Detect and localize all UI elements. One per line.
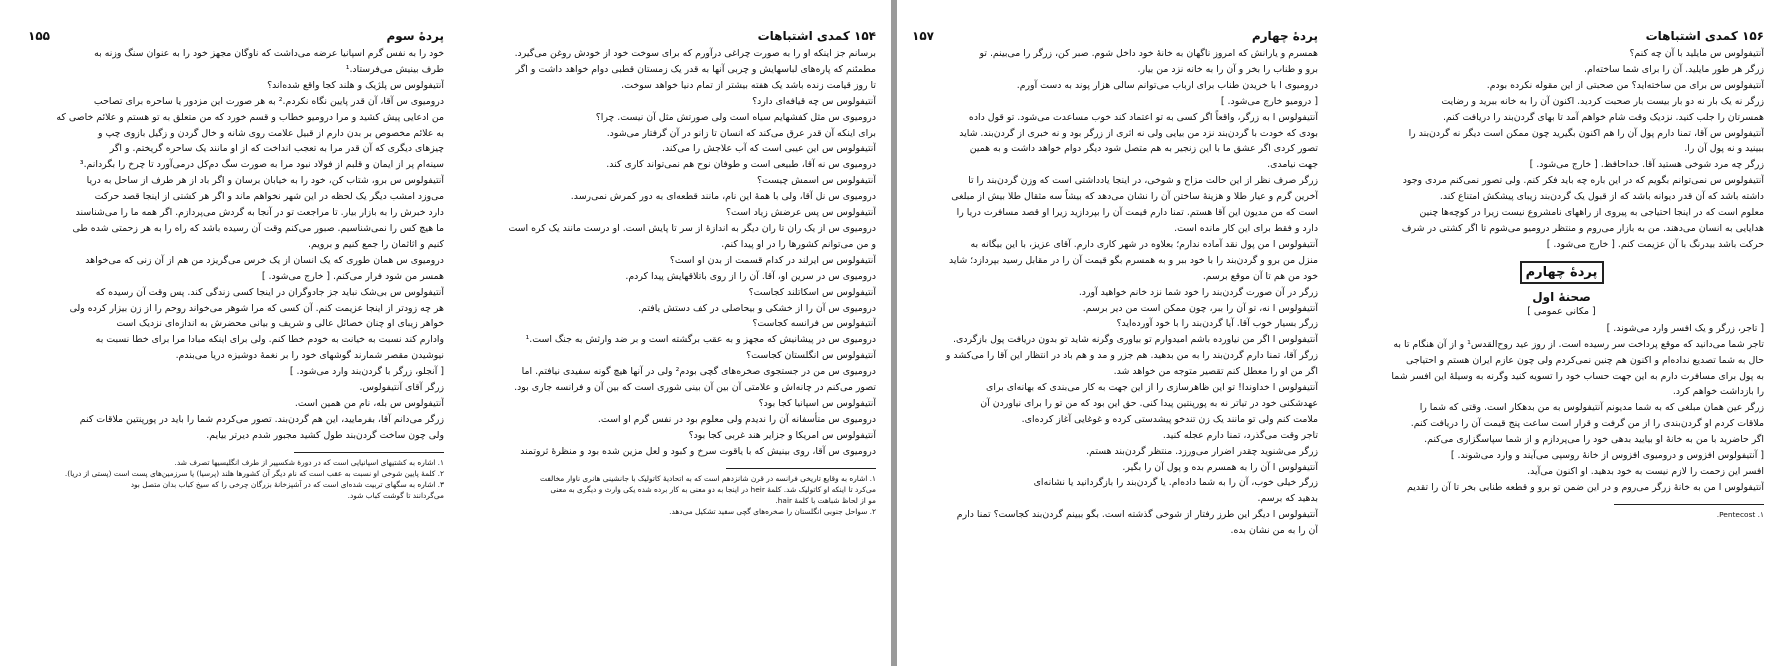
text-line: را بازداشت خواهم کرد. xyxy=(1672,386,1764,398)
text-line: درومیوی س آن را از خشکی و بیحاصلی در کف دستش یافتم. xyxy=(638,302,876,314)
text-line: آنتیفولوس س امریکا و جزایر هند غربی کجا بود؟ xyxy=(688,429,876,441)
text-line: به پول برای مسافرت دارم به این جهت حساب خود را تسویه کنید وگرنه به وسیلهٔ این افسر شما xyxy=(1391,370,1764,382)
running-head: ۱۵۶ کمدی اشتباهات xyxy=(1645,29,1764,43)
text-line: افسر این زحمت را لازم نیست به خود بدهید. او اکنون می‌آید. xyxy=(1527,465,1764,477)
text-line: آنتیفولوس ا آن را به همسرم بده و پول آن را بگیر. xyxy=(1122,461,1318,473)
text-line: اگر حاضرید با من به خانهٔ او بیایید بدهی خود را می‌پردازم و از شما سپاسگزاری می‌کنم. xyxy=(1424,434,1764,446)
text-line: منزل من برو و گردن‌بند را با خود ببر و به همسرم بگو قیمت آن را در مقابل رسید بپردازد؛ شاید xyxy=(948,254,1318,266)
page-body xyxy=(462,46,876,460)
text-line: تا روز قیامت زنده باشد یک هفته بیشتر از تمام دنیا خواهد سوخت. xyxy=(621,79,876,91)
stage-direction: [ درومیو خارج می‌شود. ] xyxy=(1220,95,1318,107)
footnotes xyxy=(1359,509,1764,520)
text-line: ببینید و نه پول آن را. xyxy=(1684,143,1764,155)
text-line: آنتیفولوس ا من پول نقد آماده ندارم؛ بعلاوه در شهر کاری دارم. آقای عزیز، با این بیگانه به xyxy=(970,238,1318,250)
page-body-continued xyxy=(1359,321,1764,496)
text-line: آنتیفولوس س این عیبی است که آب علاجش را می‌کند. xyxy=(662,143,876,155)
text-line: زرگر هر طور مایلید. آن را برای شما ساخته‌ام. xyxy=(1583,63,1764,75)
text-line: آنتیفولوس س اسمش چیست؟ xyxy=(757,175,876,187)
act-title-box: پردهٔ چهارم xyxy=(1520,261,1604,284)
text-line: آنتیفولوس س پس عرضش زیاد است؟ xyxy=(726,207,876,219)
page-body xyxy=(28,46,444,444)
text-line: آنتیفولوس س اسپانیا کجا بود؟ xyxy=(758,397,876,409)
text-line: دارد خبرش را به بازار بیار. تا مراجعت تو در آنجا به گردش می‌پردازم. اگر همه ما را می‌شناسند xyxy=(75,207,444,219)
text-line: زرگر آقای آنتیفولوس. xyxy=(359,382,444,394)
footnote: ۱. اشاره به وقایع تاریخی فرانسه در قرن شانزدهم است که به اتحادیهٔ کاتولیک با جانشینی هانری ناوار مخالفت xyxy=(539,473,876,483)
text-line: آن را به من نشان بده. xyxy=(1230,525,1318,537)
text-line: تاجر شما می‌دانید که موقع پرداخت سر رسیده است. از روز عید روح‌القدس¹ و از آن هنگام تا به xyxy=(1393,338,1764,350)
text-line: زرگر چه مرد شوخی هستید آقا. خداحافظ. [ خارج می‌شود. ] xyxy=(1529,159,1764,171)
text-line: درومیوی س نل آقا، ولی با همهٔ این نام، مانند قطعه‌ای به دور کمرش نمی‌رسد. xyxy=(570,191,876,203)
text-line: من ادعایی پیش کشید و مرا درومیو خطاب و قسم خورد که من متعلق به تو هستم و علائم خاصی که xyxy=(56,111,444,123)
text-line: طرف بینیش می‌فرستاد.¹ xyxy=(345,63,444,75)
stage-direction: [ تاجر، زرگر و یک افسر وارد می‌شوند. ] xyxy=(1606,322,1764,334)
page-157 xyxy=(912,0,1318,666)
text-line: زرگر آقا، تمنا دارم گردن‌بند را به من بدهید. هم جزر و مد و هم باد در انتظار این آقا را می‌کشد و xyxy=(945,350,1318,362)
footnote: مو از لحاظ شباهت با کلمهٔ hair. xyxy=(775,495,876,505)
page-header xyxy=(462,0,876,46)
text-line: ولی چون ساخت گردن‌بند طول کشید مجبور شدم دیرتر بیایم. xyxy=(206,429,444,441)
page-154 xyxy=(462,0,876,666)
text-line: چیزهای دیگری که آن قدر مرا به تعجب انداخت که از او مانند یک ساحره گریختم. و اگر xyxy=(109,143,444,155)
text-line: آنتیفولوس س پلژیک و هلند کجا واقع شده‌اند؟ xyxy=(267,79,444,91)
text-line: هدایایی به انسان می‌دهند. من به بازار می‌روم و منتظر درومیو می‌شوم تا اگر کشتی در شرف xyxy=(1401,222,1764,234)
text-line: آنتیفولوس ا من به خانهٔ زرگر می‌روم و در این ضمن تو برو و قطعه طنابی بخر تا آن را تقدیم xyxy=(1407,481,1764,493)
text-line: بدهید که برسم. xyxy=(1257,493,1318,505)
text-line: آنتیفولوس س چه قیافه‌ای دارد؟ xyxy=(752,95,876,107)
text-line: تصور کردی اگر عشق ما با این زنجیر به هم متصل شود دیگر دوام خواهد داشت و به همین xyxy=(969,143,1318,155)
text-line: تاجر وقت می‌گذرد، تمنا دارم عجله کنید. xyxy=(1162,429,1318,441)
page-155 xyxy=(28,0,444,666)
text-line: درومیوی س نه آقا، طبیعی است و طوفان نوح هم نمی‌تواند کاری کند. xyxy=(606,159,876,171)
footnote: ۳. اشاره به سگهای تربیت شده‌ای است که در آشپزخانهٔ بزرگان چرخی را که سیخ کباب بدان متصل بود xyxy=(130,479,444,489)
text-line: جهت نیامدی. xyxy=(1267,159,1318,171)
text-line: آنتیفولوس ا اگر من نیاورده باشم امیدوارم تو بیاوری وگرنه شاید تو بدون دریافت پول بازگردی. xyxy=(953,334,1318,346)
text-line: هر چه زودتر از اینجا عزیمت کنم. آن کسی که مرا شوهر می‌خواند روحم را از زن بیزار کرده ولی xyxy=(69,302,444,314)
text-line: برسانم جز اینکه او را به صورت چراغی درآورم که برای سوخت خود از خودش روغن می‌گیرد. xyxy=(514,48,876,59)
text-line: همسر من شود فرار می‌کنم. [ خارج می‌شود. ] xyxy=(261,270,444,282)
text-line: آنتیفولوس س فرانسه کجاست؟ xyxy=(752,318,876,330)
text-line: حرکت باشد بیدرنگ با آن عزیمت کنم. [ خارج می‌شود. ] xyxy=(1546,238,1764,250)
running-head: پردهٔ چهارم xyxy=(1251,29,1318,43)
text-line: خواهر زیبای او چنان خصائل عالی و شریف و بیانی محضرش به اندازه‌ای نزدیک است xyxy=(116,318,444,330)
text-line: زرگر می‌شنوید چقدر اضرار می‌ورزد. منتظر گردن‌بند هستم. xyxy=(1086,445,1318,457)
text-line: آنتیفولوس ا به زرگر، واقعاً اگر کسی به تو اعتماد کند خوب مساعدت می‌شود. تو قول داده xyxy=(968,111,1318,123)
text-line: آنتیفولوس س برای من ساخته‌اید؟ من صحبتی از این مقوله نکرده بودم. xyxy=(1486,79,1764,91)
text-line: زرگر بسیار خوب آقا. آیا گردن‌بند را با خود آورده‌اید؟ xyxy=(1116,318,1318,330)
footnote-rule xyxy=(294,452,444,453)
page-header xyxy=(1359,0,1764,46)
footnote: می‌کرد تا اینکه او کاتولیک شد. کلمهٔ heir در اینجا به دو معنی به کار برده شده یکی وارث و دیگری به معنی xyxy=(550,484,876,494)
text-line: آخرین گرم و عیار طلا و هزینهٔ ساختن آن را نشان می‌دهد که بیشاً سه مثقال طلا بیش از مبلغی xyxy=(951,191,1318,203)
text-line: زرگر نه یک بار نه دو بار بیست بار صحبت کردید. اکنون آن را به خانه ببرید و رضایت xyxy=(1441,95,1764,107)
page-number: ۱۵۷ xyxy=(912,29,934,43)
text-line: ملامت کنم ولی تو مانند یک زن تندخو پیشدستی کرده و غوغایی آغاز کرده‌ای. xyxy=(1021,413,1318,425)
text-line: اگر من او را معطل کنم تقصیر متوجه من خواهد شد. xyxy=(1113,366,1318,378)
footnotes xyxy=(28,457,444,501)
text-line: نیوشیدن مقصر شمارند گوشهای خود را بر نغمهٔ دوشیزه دریا می‌بندم. xyxy=(175,350,444,362)
text-line: آنتیفولوس س انگلستان کجاست؟ xyxy=(746,350,876,362)
text-line: آنتیفولوس س مایلید با آن چه کنم؟ xyxy=(1629,48,1764,59)
text-line: به علائم مخصوص بر بدن دارم از قبیل علامت روی شانه و خال گردن و زگیل بازوی چپ و xyxy=(97,127,444,139)
text-line: درومیوی س همان طوری که یک انسان از یک خرس می‌گریزد من هم از آن زنی که می‌خواهد xyxy=(85,254,444,266)
text-line: آنتیفولوس ا دیگر این طرز رفتار از شوخی گذشته است. بگو ببینم گردن‌بند کجاست؟ تمنا دارم xyxy=(956,509,1318,521)
text-line: بودی که خودت با گردن‌بند نزد من بیایی ولی نه اثری از زرگر بود و نه خبری از گردن‌بند. شاید xyxy=(959,127,1318,139)
footnote: ۲. سواحل جنوبی انگلستان را صخره‌های گچی سفید تشکیل می‌دهد. xyxy=(669,506,876,516)
text-line: آنتیفولوس س بی‌شک نباید جز جادوگران در اینجا کسی زندگی کند. پس وقت آن رسیده که xyxy=(95,286,444,298)
text-line: سینه‌ام پر از ایمان و قلبم از فولاد نبود مرا به صورت سگ دم‌کل درمی‌آورد تا چرخ را بگردانم.³ xyxy=(79,159,444,171)
text-line: همسرتان را جلب کنید. نزدیک وقت شام خواهم آمد تا بهای گردن‌بند را دریافت کنم. xyxy=(1442,111,1764,123)
footnote: می‌گردانند تا گوشت کباب شود. xyxy=(347,490,444,500)
text-line: خود من هم تا آن موقع برسم. xyxy=(1202,270,1318,282)
page-number: ۱۵۵ xyxy=(28,29,50,43)
footnotes xyxy=(462,473,876,517)
text-line: آنتیفولوس س بله، نام من همین است. xyxy=(294,397,444,409)
text-line: زرگر می‌دانم آقا، بفرمایید، این هم گردن‌بند. تصور می‌کردم شما را باید در پورپنتین ملاقات کنم xyxy=(79,413,444,425)
text-line: برای اینکه آن قدر عرق می‌کند که انسان تا زانو در آن گرفتار می‌شود. xyxy=(606,127,876,139)
page-156 xyxy=(1359,0,1764,666)
text-line: می‌وزد امشب دیگر یک لحظه در این شهر نخواهم ماند و اگر هر کشتی از اینجا قصد حرکت xyxy=(94,191,444,203)
text-line: برو و طناب را بخر و آن را به خانه نزد من بیار. xyxy=(1137,63,1318,75)
text-line: مطمئنم که پاره‌های لباسهایش و چربی آنها به قدر یک زمستان قطبی دوام خواهد داشت و اگر xyxy=(515,63,876,75)
text-line: تصور می‌کنم در چانه‌اش و علامتی آن بین آن بینی شوری است که بین آن و فرانسه جاری بود. xyxy=(514,382,876,394)
scene-title: صحنهٔ اول xyxy=(1532,289,1591,304)
running-head: ۱۵۴ کمدی اشتباهات xyxy=(757,29,876,43)
text-line: درومیوی ا با خریدن طناب برای ارباب می‌توانم سالی هزار پوند به دست آورم. xyxy=(1016,79,1318,91)
text-line: خود را به نفس گرم اسپانیا عرضه می‌داشت که ناوگان مجهز خود را به عنوان سنگ وزنه به xyxy=(94,48,444,59)
text-line: آنتیفولوس س اسکاتلند کجاست؟ xyxy=(748,286,876,298)
text-line: درومیوی س از یک ران تا ران دیگر به اندازهٔ از سر تا پایش است. او درست مانند یک کره است xyxy=(508,222,876,234)
page-body xyxy=(912,46,1318,539)
text-line: همسرم و یارانش که امروز ناگهان به خانهٔ خود داخل شوم. صبر کن، زرگر را می‌بینم. تو xyxy=(979,48,1318,59)
text-line: آنتیفولوس س آقا، تمنا دارم پول آن را هم اکنون بگیرید چون ممکن است دیگر نه گردن‌بند را xyxy=(1408,127,1764,139)
text-line: است که من مدیون این آقا هستم. تمنا دارم قیمت آن را بپردازید زیرا او قصد مسافرت دریا را xyxy=(956,207,1318,219)
text-line: عهدشکنی خود در تیاتر نه به پورپنتین پیدا کنی. حق این بود که من تو را برای نیاوردن آن xyxy=(980,397,1318,409)
text-line: درومیوی س در پیشانیش که مجهز و به عقب برگشته است و بر ضد وارثش به جنگ است.¹ xyxy=(525,334,876,346)
text-line: آنتیفولوس س برو، شتاب کن، خود را به خیابان برسان و اگر باد از هر طرف از ساحل به دریا xyxy=(86,175,444,187)
text-line: درومیوی س آقا، آن قدر پایین نگاه نکردم.² به هر صورت این مزدور یا ساحره برای تصاحب xyxy=(93,95,444,107)
text-line: درومیوی س آقا، روی بینیش که با یاقوت سرخ و کبود و لعل مزین شده بود و منظرهٔ ثروتمند xyxy=(520,445,876,457)
text-line: ما هیچ کس را نمی‌شناسیم. صبور می‌کنم وقت آن رسیده باشد که راه را به هر زحمتی شده طی xyxy=(72,222,444,234)
text-line: درومیوی س متأسفانه آن را ندیدم ولی معلوم بود در نفس گرم او است. xyxy=(597,413,876,425)
text-line: درومیوی س مثل کفشهایم سیاه است ولی صورتش مثل آن نیست. چرا؟ xyxy=(595,111,876,123)
text-line: وادارم کند نسبت به خیانت به خودم خطا کنم. ولی برای اینکه مبادا مرا برای خطا نسبت به xyxy=(95,334,444,346)
text-line: داشته باشد که آن قدر دیوانه باشد که از قبول یک گردن‌بند زیبای پیشکش امتناع کند. xyxy=(1439,191,1764,203)
page-body xyxy=(1359,46,1764,253)
stage-direction: [ آنتیفولوس افزوس و درومیوی افزوس از خانهٔ روسپی می‌آیند و وارد می‌شوند. ] xyxy=(1450,450,1764,462)
text-line: درومیوی س من در جستجوی صخره‌های گچی بودم² ولی در آنها هیچ گونه سفیدی نیافتم. اما xyxy=(521,366,876,378)
scene-location: [ مکانی عمومی ] xyxy=(1527,305,1596,317)
footnote-rule xyxy=(726,468,876,469)
footnote: ۲. کلمهٔ پایین شوخی او نسبت به عقب است که نام دیگر آن کشورها هلند (پرسیا) یا سرزمین‌های پست است (پستی از دریا). xyxy=(64,468,444,478)
text-line: آنتیفولوس ا خداوندا! تو این ظاهرسازی را از این جهت به کار می‌بندی که بهانه‌ای برای xyxy=(986,382,1318,394)
text-line: معلوم است که در اینجا احتیاجی به پیروی از راههای نامشروع نیست زیرا در کوچه‌ها چنین xyxy=(1419,207,1764,219)
footnote-rule xyxy=(1614,504,1764,505)
text-line: زرگر خیلی خوب، آن را به شما داده‌ام. یا گردن‌بند را بازگردانید یا نشانه‌ای xyxy=(1033,477,1318,489)
text-line: دارد و فقط برای این کار مانده است. xyxy=(1174,222,1318,234)
text-line: آنتیفولوس س ایرلند در کدام قسمت از بدن او است؟ xyxy=(669,254,876,266)
text-line: آنتیفولوس س نمی‌توانم بگویم که در این باره چه باید فکر کنم. ولی تصور نمی‌کنم مردی وجود xyxy=(1402,175,1764,187)
footnote: ۱. اشاره به کشتیهای اسپانیایی است که در دورهٔ شکسپیر از طرف انگلیسیها تصرف شد. xyxy=(174,457,444,467)
text-line: کنیم و اثاثمان را جمع کنیم و برویم. xyxy=(308,238,444,250)
text-line: زرگر عین همان مبلغی که به شما مدیونم آنتیفولوس به من بدهکار است. وقتی که شما را xyxy=(1419,402,1764,414)
text-line: ملاقات کردم او گردن‌بندی را از من گرفت و قرار است ساعت پنج قیمت آن را دریافت کنم. xyxy=(1410,418,1764,430)
text-line: زرگر در آن صورت گردن‌بند را خود شما نزد خانم خواهید آورد. xyxy=(1078,286,1318,298)
stage-direction: [ آنجلو، زرگر با گردن‌بند وارد می‌شود. ] xyxy=(289,366,444,378)
page-header xyxy=(28,0,444,46)
text-line: درومیوی س در سرین او، آقا. آن را از روی باتلاقهایش پیدا کردم. xyxy=(625,270,876,282)
text-line: و من می‌توانم کشورها را در او پیدا کنم. xyxy=(721,238,876,250)
page-header xyxy=(912,0,1318,46)
text-line: آنتیفولوس ا نه، تو آن را ببر، چون ممکن است من دیر برسم. xyxy=(1082,302,1318,314)
right-page-spread xyxy=(897,0,1777,666)
footnote: ۱. Pentecost. xyxy=(1716,509,1764,519)
text-line: زرگر صرف نظر از این حالت مزاح و شوخی، در اینجا یادداشتی است که وزن گردن‌بند را تا xyxy=(968,175,1318,187)
text-line: حال به شما تصدیع نداده‌ام و اکنون هم چنین نمی‌کردم ولی چون عازم ایران هستم و احتیاجی xyxy=(1406,354,1764,366)
running-head: پردهٔ سوم xyxy=(386,29,444,43)
